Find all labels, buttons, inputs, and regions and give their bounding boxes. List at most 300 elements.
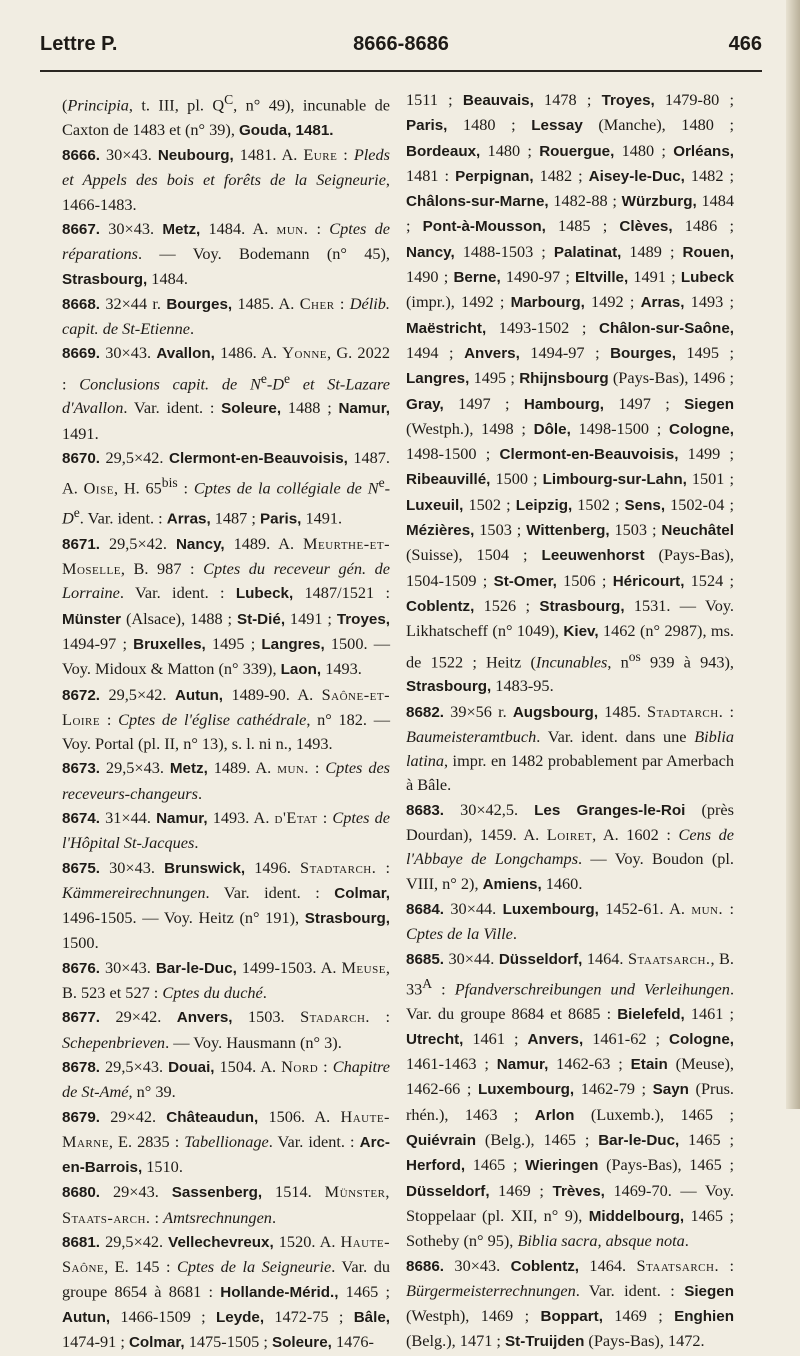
place-name: Boppart,: [540, 1308, 603, 1326]
place-name: Perpignan,: [455, 167, 534, 185]
place-name: Clermont-en-Beauvoisis,: [499, 446, 679, 464]
entry-text: :: [723, 898, 734, 918]
place-name: Colmar,: [334, 884, 390, 902]
header-entry-range: 8666-8686: [353, 33, 449, 55]
place-name: Colmar,: [128, 1334, 185, 1352]
entry-text: (Alsace), 1488 ;: [121, 608, 237, 628]
catalog-entry: [62, 756, 390, 806]
archive-name: Oise: [83, 478, 114, 498]
entry-number: 8686.: [406, 1257, 445, 1275]
italic-title: Conclusions capit. de N: [79, 374, 261, 394]
entry-text: , A. 1602 :: [592, 825, 679, 845]
page-edge-shadow: [786, 0, 800, 1109]
entry-text: 30×44.: [444, 898, 503, 918]
entry-text: 1476-: [331, 1332, 374, 1352]
right-column: [406, 88, 734, 1355]
header-section-title: Lettre P.: [40, 33, 118, 55]
entry-text: 1462-63 ;: [548, 1054, 631, 1074]
entry-text: 1464.: [579, 1255, 637, 1275]
entry-text: 1485.: [598, 701, 648, 721]
place-name: Limbourg-sur-Lahn,: [542, 471, 687, 489]
catalog-entry: [406, 1254, 734, 1355]
entry-text: 1494-97 ;: [62, 633, 134, 653]
place-name: Düsseldorf,: [406, 1182, 490, 1200]
place-name: Bar-le-Duc,: [155, 959, 237, 977]
catalog-entry: [62, 88, 390, 143]
entry-text: (Meuse), 1462-66 ;: [406, 1054, 734, 1099]
place-name: Autun,: [174, 686, 224, 704]
entry-text: :: [308, 218, 330, 238]
entry-text: 1493 ;: [684, 292, 734, 312]
place-name: Strasbourg,: [539, 597, 625, 615]
entry-text: , t. III, pl. Q: [128, 95, 225, 115]
place-name: Metz,: [162, 220, 201, 238]
place-name: Clermont-en-Beauvoisis,: [168, 450, 348, 467]
italic-title: Kämmereirechnungen: [62, 882, 206, 902]
header-rule: [40, 70, 762, 72]
entry-text: 1497 ;: [604, 393, 685, 413]
catalog-entry: [62, 341, 390, 446]
entry-number: 8676.: [62, 959, 101, 977]
superscript: e: [378, 475, 385, 491]
place-name: Châlon-sur-Saône,: [598, 319, 734, 337]
entry-text: 1485. A.: [232, 293, 300, 313]
place-name: St-Omer,: [493, 572, 557, 590]
entry-text: (Pays-Bas), 1504-1509 ;: [406, 545, 735, 590]
place-name: Anvers,: [176, 1009, 233, 1027]
italic-title: Cptes des receveurs-changeurs: [62, 758, 391, 803]
italic-title: Cens de l'Abbaye de Longchamps: [406, 825, 735, 869]
entry-text: 1484 ;: [406, 191, 734, 236]
entry-text: 1514.: [262, 1182, 325, 1202]
place-name: Nancy,: [406, 243, 455, 261]
entry-text: 1469 ;: [489, 1180, 553, 1200]
entry-text: 1484.: [147, 268, 188, 288]
place-name: Soleure,: [221, 400, 282, 418]
place-name: Arras,: [640, 294, 685, 312]
place-name: Vellechevreux,: [168, 1234, 274, 1252]
entry-text: 29,5×42.: [100, 533, 176, 553]
entry-text: 30×43.: [444, 1255, 511, 1275]
entry-text: :: [150, 1207, 164, 1227]
catalog-entry: [406, 798, 734, 897]
entry-text: .: [271, 1207, 277, 1227]
place-name: Namur,: [156, 810, 208, 827]
superscript: e: [260, 370, 267, 386]
entry-text: , n° 49), incunable de Caxton de 1483 et (n° 39),: [62, 95, 390, 139]
entry-text: 1479-80 ;: [654, 90, 734, 109]
place-name: Neubourg,: [157, 147, 234, 165]
entry-text: 1511 ;: [406, 90, 463, 109]
entry-text: 1464.: [582, 948, 628, 968]
place-name: Rouergue,: [539, 142, 615, 160]
place-name: Gray,: [406, 395, 444, 413]
place-name: Mézières,: [406, 522, 475, 540]
entry-text: 30×42,5.: [444, 799, 535, 819]
place-name: Etain: [630, 1056, 668, 1074]
archive-name: Saône-et-Loire: [62, 684, 390, 729]
entry-text: (: [62, 95, 68, 115]
place-name: Aisey-le-Duc,: [588, 167, 685, 185]
entry-text: 1489 ;: [621, 241, 683, 261]
place-name: Maëstricht,: [406, 319, 487, 337]
place-name: Paris,: [406, 117, 448, 135]
entry-text: (Prus. rhén.), 1463 ;: [406, 1079, 734, 1124]
entry-text: 1487. A.: [62, 448, 391, 498]
entry-text: 30×43.: [100, 957, 156, 977]
entry-text: 1491 ;: [285, 608, 337, 628]
place-name: Leeuwenhorst: [541, 547, 645, 565]
entry-number: 8668.: [62, 295, 101, 313]
entry-text: 1499-1503. A.: [236, 957, 342, 977]
entry-text: 1482-88 ;: [548, 191, 622, 211]
entry-text: . Var. ident. :: [123, 398, 222, 418]
entry-text: 1503.: [232, 1007, 301, 1027]
entry-text: 1469-70. — Voy. Stoppelaar (pl. XII, n° 9),: [406, 1180, 734, 1225]
entry-text: (Manche), 1480 ;: [582, 115, 734, 135]
entry-number: 8667.: [62, 220, 101, 238]
left-column: [62, 88, 390, 1356]
entry-text: :: [432, 979, 455, 999]
entry-text: .: [197, 783, 203, 803]
place-name: Luxembourg,: [502, 900, 599, 918]
catalog-entry: [62, 1005, 390, 1055]
place-name: Bar-le-Duc,: [598, 1132, 680, 1150]
entry-text: . Var. ident. dans une: [536, 726, 695, 746]
place-name: Enghien: [674, 1308, 734, 1326]
place-name: Orléans,: [673, 142, 734, 160]
place-name: Namur,: [338, 400, 390, 418]
italic-title: Incunables: [535, 651, 608, 671]
entry-text: (Suisse), 1504 ;: [406, 545, 542, 565]
italic-title: Amtsrechnungen: [163, 1207, 272, 1227]
entry-text: 29×42.: [100, 1106, 167, 1126]
entry-text: 1491.: [62, 423, 99, 443]
place-name: Metz,: [169, 760, 208, 778]
entry-text: (Luxemb.), 1465 ;: [574, 1104, 734, 1124]
place-name: St-Truijden: [505, 1333, 585, 1351]
place-name: Soleure,: [271, 1334, 332, 1352]
entry-text: 1485 ;: [545, 216, 620, 236]
entry-text: 29,5×43.: [100, 758, 170, 778]
place-name: Berne,: [453, 269, 501, 287]
entry-text: 1503 ;: [474, 520, 527, 540]
place-name: Strasbourg,: [406, 678, 492, 696]
entry-text: :: [100, 709, 119, 729]
entry-text: 1469 ;: [602, 1306, 675, 1326]
place-name: Langres,: [261, 635, 325, 653]
catalog-entry: [62, 683, 390, 757]
entry-text: 1461 ;: [463, 1028, 528, 1048]
entry-number: 8675.: [62, 859, 101, 877]
entry-text: 1452-61. A.: [598, 898, 692, 918]
entry-text: 1480 ;: [480, 140, 540, 160]
entry-text: 1481. A.: [233, 145, 304, 165]
place-name: Châteaudun,: [166, 1108, 259, 1126]
entry-number: 8677.: [62, 1009, 101, 1027]
header-page-number: 466: [728, 33, 762, 55]
entry-text: . Var. du groupe 8654 à 8681 :: [62, 1257, 390, 1301]
place-name: Siegen: [684, 395, 734, 413]
entry-text: 1489. A.: [224, 533, 304, 553]
entry-text: , G. 2022 :: [62, 343, 390, 394]
place-name: Laon,: [280, 661, 322, 679]
entry-text: 1465 ;: [679, 1130, 734, 1150]
entry-text: 1495 ;: [205, 633, 262, 653]
archive-name: mun.: [691, 898, 724, 918]
entry-number: 8672.: [62, 686, 101, 704]
place-name: Bordeaux,: [406, 142, 481, 160]
entry-text: , B. 987 :: [120, 559, 204, 579]
entry-text: 1472-75 ;: [264, 1306, 354, 1326]
entry-text: , B. 33: [406, 948, 734, 999]
entry-text: 1498-1500 ;: [570, 418, 670, 438]
catalog-entry: [62, 292, 390, 342]
entry-text: 1461-1463 ;: [406, 1054, 497, 1074]
archive-name: mun.: [276, 218, 309, 238]
catalog-entry: [62, 217, 390, 292]
entry-text: 29×42.: [100, 1007, 177, 1027]
entry-text: , H. 65: [113, 478, 162, 498]
entry-text: 1502 ;: [463, 494, 516, 514]
entry-number: 8673.: [62, 760, 101, 778]
entry-number: 8682.: [406, 703, 445, 721]
entry-text: 1461-62 ;: [583, 1028, 670, 1048]
place-name: Beauvais,: [462, 92, 534, 109]
italic-title: Chapitre de St-Amé: [62, 1056, 391, 1102]
place-name: Sayn: [652, 1081, 689, 1099]
entry-text: 29,5×42.: [100, 684, 175, 704]
entry-text: (Pays-Bas), 1465 ;: [598, 1155, 734, 1175]
italic-title: Cptes de l'église cathédrale: [118, 709, 307, 729]
entry-text: 1495 ;: [675, 342, 735, 362]
catalog-entry: [62, 532, 390, 683]
entry-text: 1465 ;: [465, 1155, 526, 1175]
entry-text: 1487/1521 :: [293, 583, 390, 603]
place-name: Luxeuil,: [406, 496, 464, 514]
entry-text: , E. 145 :: [104, 1257, 178, 1277]
entry-number: 8680.: [62, 1184, 101, 1202]
entry-text: (Pays-Bas), 1496 ;: [608, 368, 734, 388]
place-name: Bruxelles,: [133, 635, 206, 653]
catalog-entry: [406, 88, 734, 700]
entry-text: 1502 ;: [572, 494, 625, 514]
place-name: Gouda, 1481.: [238, 121, 334, 139]
entry-text: . Var. ident. :: [575, 1280, 685, 1300]
entry-text: . Var. ident. :: [268, 1131, 360, 1151]
entry-text: 1480 ;: [447, 115, 532, 135]
catalog-entry: [62, 1105, 390, 1181]
catalog-entry: [62, 856, 390, 956]
place-name: Rhijnsbourg: [519, 370, 609, 388]
place-name: Siegen: [684, 1282, 734, 1300]
entry-text: 1501 ;: [686, 469, 734, 489]
superscript: bis: [161, 475, 178, 491]
place-name: Palatinat,: [553, 243, 622, 261]
entry-text: 30×43.: [100, 145, 158, 165]
entry-text: 1493.: [321, 659, 362, 679]
entry-text: . Var. ident. :: [79, 508, 167, 528]
entry-text: 30×43.: [100, 343, 157, 363]
place-name: Strasbourg,: [62, 270, 148, 288]
place-name: Leipzig,: [515, 496, 573, 514]
entry-number: 8671.: [62, 535, 101, 553]
place-name: Strasbourg,: [304, 910, 390, 928]
entry-text: . — Voy. Hausmann (n° 3).: [165, 1032, 342, 1052]
entry-text: 1478 ;: [533, 90, 602, 109]
entry-text: 939 à 943),: [640, 651, 734, 671]
archive-name: Staatsarch.: [627, 948, 711, 968]
place-name: Les Granges-le-Roi: [534, 801, 686, 819]
catalog-entry: [62, 956, 390, 1006]
place-name: Lessay: [531, 117, 583, 135]
place-name: Herford,: [406, 1157, 466, 1175]
archive-name: Münster, Staats-arch.: [62, 1182, 390, 1227]
archive-name: mun.: [277, 758, 309, 778]
entry-number: 8669.: [62, 345, 101, 363]
place-name: Autun,: [62, 1308, 111, 1326]
italic-title: Délib. capit. de St-Etienne: [62, 293, 390, 339]
entry-text: 1503 ;: [609, 520, 662, 540]
entry-text: . Var. ident. :: [119, 583, 236, 603]
entry-text: :: [723, 701, 734, 721]
entry-text: :: [177, 478, 194, 498]
entry-text: :: [369, 1007, 390, 1027]
place-name: Châlons-sur-Marne,: [406, 193, 549, 211]
place-name: Marbourg,: [510, 294, 585, 312]
entry-text: 1504. A.: [214, 1056, 282, 1076]
archive-name: Loiret: [546, 825, 593, 845]
entry-text: :: [318, 1056, 333, 1076]
superscript: os: [628, 648, 641, 664]
entry-text: , n° 182. — Voy. Portal (pl. II, n° 13), s. l. ni n., 1493.: [62, 709, 390, 754]
entry-text: 30×43.: [100, 218, 163, 238]
entry-text: 1499 ;: [678, 444, 734, 464]
entry-text: 1465 ; Sotheby (n° 95),: [406, 1205, 735, 1251]
place-name: Kiev,: [563, 623, 599, 641]
italic-title: Biblia sacra, absque nota: [517, 1231, 685, 1251]
page-header: [40, 33, 762, 73]
entry-text: :: [376, 857, 390, 877]
place-name: Hollande-Mérid.,: [220, 1283, 339, 1301]
italic-title: Cptes de réparations: [62, 218, 390, 264]
place-name: Trèves,: [552, 1182, 605, 1200]
entry-text: 1474-91 ;: [62, 1332, 129, 1352]
italic-title: Tabellionage: [184, 1131, 269, 1151]
archive-name: Stadtarch.: [647, 701, 724, 721]
entry-text: :: [317, 808, 333, 827]
entry-text: (près Dourdan), 1459. A.: [406, 799, 734, 845]
entry-text: 1510.: [142, 1157, 183, 1177]
place-name: Würzburg,: [621, 193, 697, 211]
entry-text: 1462-79 ;: [574, 1079, 653, 1099]
place-name: Héricourt,: [612, 572, 685, 590]
place-name: Anvers,: [464, 344, 520, 362]
entry-number: 8670.: [62, 450, 101, 467]
entry-text: (Belg.), 1471 ;: [406, 1331, 506, 1351]
place-name: Paris,: [260, 510, 302, 528]
entry-text: 1496-1505. — Voy. Heitz (n° 191),: [62, 908, 305, 928]
italic-title: Cptes de l'Hôpital St-Jacques: [62, 808, 390, 853]
entry-text: 1461 ;: [684, 1003, 734, 1023]
entry-text: 1487 ;: [210, 508, 260, 528]
entry-number: 8684.: [406, 900, 445, 918]
italic-title: Pfandverschreibungen und Verleihungen: [454, 979, 730, 999]
italic-title: Cptes de la Ville: [406, 924, 513, 944]
entry-text: 1493. A.: [207, 808, 275, 827]
place-name: Eltville,: [575, 269, 629, 287]
entry-text: (Pays-Bas), 1472.: [584, 1331, 705, 1351]
entry-text: 1481 :: [406, 165, 456, 185]
archive-name: Haute-Saône: [62, 1232, 390, 1277]
place-name: Augsbourg,: [512, 703, 599, 721]
entry-text: 1500.: [62, 933, 99, 953]
entry-text: 1500. — Voy. Midoux & Matton (n° 339),: [62, 633, 390, 679]
entry-text: 1492 ;: [584, 292, 641, 312]
place-name: Neuchâtel: [661, 522, 734, 540]
entry-text: .: [194, 833, 199, 853]
place-name: Arlon: [534, 1106, 575, 1124]
entry-text: :: [334, 293, 350, 313]
place-name: Namur,: [496, 1056, 549, 1074]
entry-text: 1506 ;: [556, 570, 613, 590]
place-name: Bielefeld,: [617, 1005, 685, 1023]
catalog-entry: [62, 143, 390, 217]
place-name: Coblentz,: [406, 597, 475, 615]
place-name: Lubeck,: [235, 585, 294, 603]
entry-text: 1475-1505 ;: [184, 1332, 272, 1352]
entry-text: , 1466-1483.: [62, 170, 390, 214]
superscript: A: [422, 975, 433, 991]
italic-title: Biblia latina: [406, 726, 734, 771]
entry-text: 1497 ;: [443, 393, 524, 413]
catalog-entry: [406, 897, 734, 947]
place-name: Ribeauvillé,: [406, 471, 491, 489]
catalog-entry: [62, 446, 390, 532]
place-name: Cologne,: [669, 420, 734, 438]
place-name: Amiens,: [482, 875, 542, 893]
archive-name: Staatsarch.: [636, 1255, 720, 1275]
entry-number: 8685.: [406, 950, 445, 968]
catalog-entry: [62, 1055, 390, 1105]
entry-text: 1482 ;: [533, 165, 589, 185]
entry-text: 1520. A.: [273, 1232, 341, 1252]
entry-text: 1494 ;: [406, 342, 465, 362]
entry-text: 29×43.: [100, 1182, 172, 1202]
entry-text: 1486 ;: [672, 216, 734, 236]
entry-text: :: [337, 145, 354, 165]
superscript: e: [73, 505, 80, 521]
entry-text: 1498-1500 ;: [406, 444, 500, 464]
entry-text: 1526 ;: [474, 595, 540, 615]
italic-title: Cptes de la Seigneurie: [177, 1257, 332, 1277]
place-name: Hambourg,: [523, 395, 605, 413]
catalog-entry: [62, 1180, 390, 1230]
entry-text: 1489-90. A.: [223, 684, 322, 704]
entry-text: 1524 ;: [684, 570, 734, 590]
italic-title: Principia: [67, 95, 129, 115]
entry-text: 1495 ;: [469, 368, 520, 388]
place-name: Düsseldorf,: [498, 950, 583, 968]
entry-text: 1488-1503 ;: [454, 241, 554, 261]
entry-text: 1490-97 ;: [500, 267, 576, 287]
entry-text: 1496.: [245, 857, 301, 877]
entry-text: 1506. A.: [258, 1106, 341, 1126]
place-name: Leyde,: [215, 1308, 265, 1326]
entry-text: 29,5×42.: [100, 1232, 169, 1252]
entry-text: 1465 ;: [338, 1281, 391, 1301]
entry-text: , impr. en 1482 probablement par Amerbach à Bâle.: [406, 751, 734, 795]
